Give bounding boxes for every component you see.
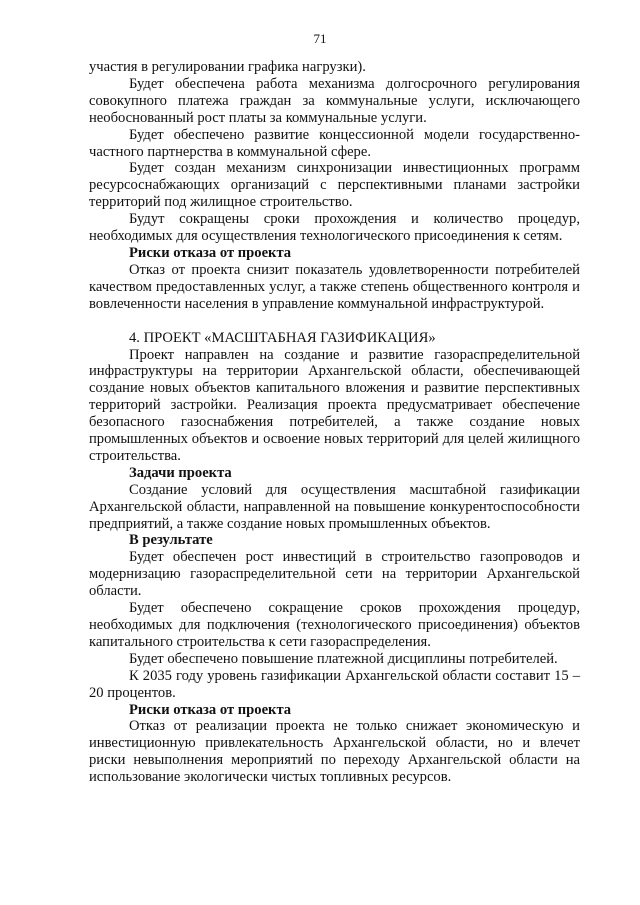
subheading-results: В результате xyxy=(129,532,213,549)
subheading-risks-1: Риски отказа от проекта xyxy=(129,244,292,261)
page-body xyxy=(89,59,580,786)
paragraph-investment-sync: Будет создан механизм синхронизации инвестиционных программ ресурсоснабжающих организаций с перспективными планами застройки территорий под жилищное строительство. xyxy=(89,160,580,211)
paragraph-result-discipline: Будет обеспечено повышение платежной дисциплины потребителей. xyxy=(129,650,558,667)
paragraph-payment-regulation: Будет обеспечена работа механизма долгосрочного регулирования совокупного платежа граждан за коммунальные услуги, исключающего необоснованный рост платы за коммунальные услуги. xyxy=(89,75,580,126)
section-heading-gasification: 4. ПРОЕКТ «МАСШТАБНАЯ ГАЗИФИКАЦИЯ» xyxy=(129,329,436,346)
paragraph-risks-2: Отказ от реализации проекта не только снижает экономическую и инвестиционную привлекательность Архангельской области, но и влечет риски невыполнения мероприятий по переходу Архангельской области на использование экологически чистых топливных ресурсов. xyxy=(89,718,580,786)
paragraph-tasks: Создание условий для осуществления масштабной газификации Архангельской области, направленной на повышение конкурентоспособности предприятий, а также создание новых промышленных объектов. xyxy=(89,481,580,532)
subheading-tasks: Задачи проекта xyxy=(129,464,232,481)
paragraph-result-procedures: Будет обеспечено сокращение сроков прохождения процедур, необходимых для подключения (технологического присоединения) объектов капитального строительства к сети газораспределения. xyxy=(89,600,580,650)
paragraph-result-gasification-level: К 2035 году уровень газификации Архангельской области составит 15 – 20 процентов. xyxy=(89,667,580,701)
paragraph-concession-model: Будет обеспечено развитие концессионной модели государственно-частного партнерства в коммунальной сфере. xyxy=(89,126,580,160)
page-number: 71 xyxy=(313,31,327,46)
paragraph-result-investment: Будет обеспечен рост инвестиций в строительство газопроводов и модернизацию газораспределительной сети на территории Архангельской области. xyxy=(89,549,580,600)
paragraph-connection-procedures: Будут сокращены сроки прохождения и количество процедур, необходимых для осуществления технологического присоединения к сетям. xyxy=(89,211,580,245)
paragraph-risks-1: Отказ от проекта снизит показатель удовлетворенности потребителей качеством предоставленных услуг, а также степень общественного контроля и вовлеченности населения в управление коммунальной инфраструктурой. xyxy=(89,261,580,312)
paragraph-continuation: участия в регулировании графика нагрузки). xyxy=(89,59,366,75)
section-gap xyxy=(89,313,580,330)
paragraph-project-description: Проект направлен на создание и развитие газораспределительной инфраструктуры на территории Архангельской области, обеспечивающей создание новых объектов капитального вложения и развитие перспективных территорий застройки. Реализация проекта предусматривает обеспечение безопасного газоснабжения потребителей, а также создание новых промышленных объектов и освоение новых территорий для целей жилищного строительства. xyxy=(89,346,580,464)
subheading-risks-2: Риски отказа от проекта xyxy=(129,701,292,718)
